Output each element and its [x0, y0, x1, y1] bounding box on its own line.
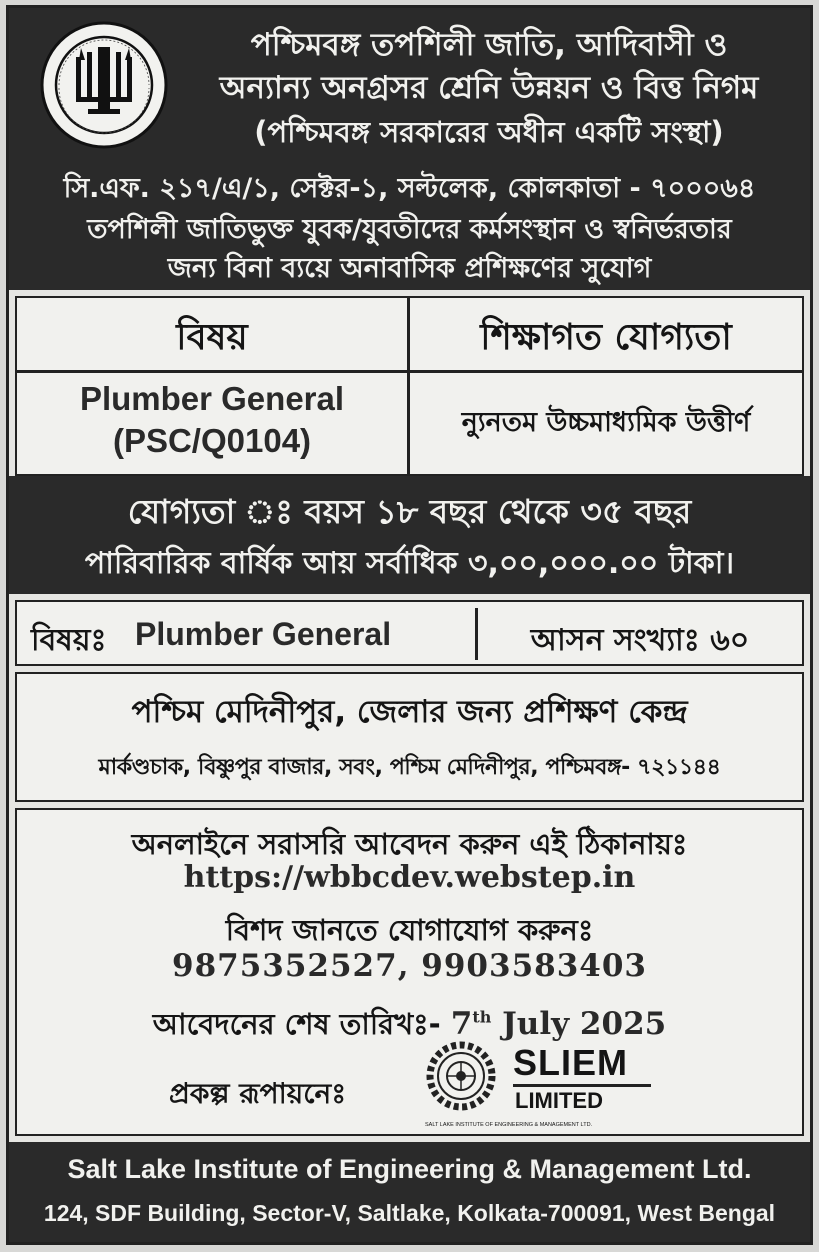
corporation-emblem-icon [39, 20, 169, 150]
apply-url: https://wbbcdev.webstep.in [183, 860, 636, 895]
seats-subject-label: বিষয়ঃ [31, 623, 107, 658]
contact-text: বিশদ জানতে যোগাযোগ করুনঃ [225, 913, 594, 947]
org-name-line3: (পশ্চিমবঙ্গ সরকারের অধীন একটি সংস্থা) [254, 115, 724, 149]
table-header-subject: বিষয় [176, 317, 248, 358]
contact-phones: 9875352527, 9903583403 [172, 948, 647, 984]
org-name-line1: পশ্চিমবঙ্গ তপশিলী জাতি, আদিবাসী ও [250, 27, 728, 63]
table-header-qualification: শিক্ষাগত যোগ্যতা [480, 317, 732, 358]
sliem-subname: LIMITED [515, 1088, 603, 1113]
apply-online-text: অনলাইনে সরাসরি আবেদন করুন এই ঠিকানায়ঃ [131, 827, 688, 861]
deadline-day: 7 [450, 1006, 473, 1042]
centre-address: মার্কণ্ডচাক, বিষ্ণুপুর বাজার, সবং, পশ্চিম মেদিনীপুর, পশ্চিমবঙ্গ- ৭২১১৪৪ [98, 755, 721, 780]
org-name-line2: অন্যান্য অনগ্রসর শ্রেনি উন্নয়ন ও বিত্ত নিগম [219, 70, 759, 106]
training-centre [15, 672, 804, 802]
course-table [15, 296, 804, 476]
seats-count: আসন সংখ্যাঃ ৬০ [530, 623, 750, 658]
deadline-date [451, 1006, 666, 1042]
intro-line2: জন্য বিনা ব্যয়ে অনাবাসিক প্রশিক্ষণের সুযোগ [167, 253, 652, 284]
sliem-underline [513, 1084, 651, 1087]
seats-subject-value: Plumber General [135, 616, 392, 652]
deadline-label: আবেদনের শেষ তারিখঃ- [152, 1007, 441, 1041]
sliem-name: SLIEM [513, 1042, 629, 1083]
gear-emblem-icon [425, 1040, 497, 1112]
application-section [15, 808, 804, 1136]
sliem-logo [425, 1038, 661, 1134]
eligibility-age: যোগ্যতা ঃ বয়স ১৮ বছর থেকে ৩৫ বছর [127, 492, 692, 531]
course-name: Plumber General [79, 380, 345, 417]
qualification-value: ন্যুনতম উচ্চমাধ্যমিক উত্তীর্ণ [461, 407, 751, 438]
footer-institute-name: Salt Lake Institute of Engineering & Management Ltd. [67, 1154, 752, 1184]
deadline-month-year: July 2025 [502, 1006, 667, 1042]
footer-address: 124, SDF Building, Sector-V, Saltlake, Kolkata-700091, West Bengal [43, 1200, 776, 1226]
advertisement [6, 5, 813, 1245]
deadline-suffix: th [472, 1007, 492, 1027]
sliem-tagline: SALT LAKE INSTITUTE OF ENGINEERING & MANAGEMENT LTD. [425, 1122, 593, 1128]
course-code: (PSC/Q0104) [112, 422, 312, 459]
intro-line1: তপশিলী জাতিভুক্ত যুবক/যুবতীদের কর্মসংস্থান ও স্বনির্ভরতার [87, 214, 732, 245]
eligibility-income: পারিবারিক বার্ষিক আয় সর্বাধিক ৩,০০,০০০.০০ টাকা। [84, 546, 735, 581]
org-address: সি.এফ. ২১৭/এ/১, সেক্টর-১, সল্টলেক, কোলকাতা - ৭০০০৬৪ [63, 173, 756, 204]
deadline [17, 1002, 802, 1051]
centre-title: পশ্চিম মেদিনীপুর, জেলার জন্য প্রশিক্ষণ কেন্দ্র [131, 694, 688, 730]
implementer-label: প্রকল্প রূপায়নেঃ [169, 1077, 347, 1110]
seats-row [15, 600, 804, 666]
